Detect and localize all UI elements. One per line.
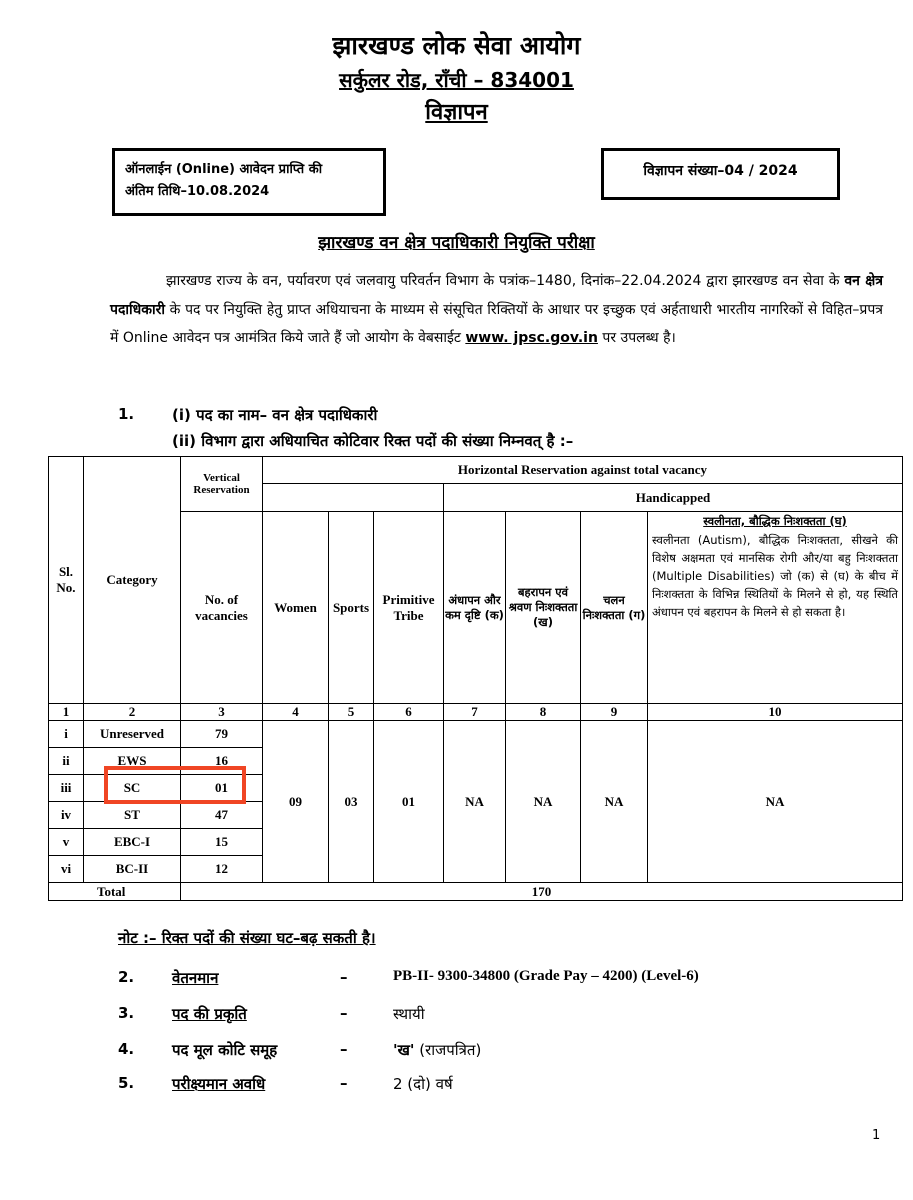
section-1-line2: (ii) विभाग द्वारा अधियाचित कोटिवार रिक्त पदों की संख्या निम्नवत् है :– [172,432,574,450]
item-value [393,1040,481,1060]
header-primitive-tribe: Primitive Tribe [374,512,444,704]
row-sl: iv [49,802,84,829]
item-value: 2 (दो) वर्ष [393,1075,453,1093]
row-sl: i [49,721,84,748]
row-vacancies: 15 [181,829,263,856]
row-sl: vi [49,856,84,883]
para-part3: पर उपलब्ध है। [597,330,676,346]
header-women: Women [263,512,329,704]
item-number: 2. [118,968,135,986]
row-category: BC-II [84,856,181,883]
intro-paragraph [110,267,883,353]
sc-highlight-box [104,766,246,804]
item-label: वेतनमान [172,969,219,987]
colnum: 2 [84,704,181,721]
row-vacancies: 01 [181,775,263,802]
advertisement-number: विज्ञापन संख्या–04 / 2024 [643,163,798,179]
para-part1: झारखण्ड राज्य के वन, पर्यावरण एवं जलवायु परिवर्तन विभाग के पत्रांक–1480, दिनांक–22.04.2024 द्वारा झारखण्ड वन सेवा के [166,273,845,289]
table-row [49,721,903,748]
header-no-of-vacancies: No. of vacancies [181,512,263,704]
header-blindness: अंधापन और कम दृष्टि (क) [444,512,506,704]
autism-value: NA [648,721,903,883]
colnum: 8 [506,704,581,721]
row-sl: v [49,829,84,856]
last-date-box [112,148,386,216]
column-number-row [49,704,903,721]
total-value: 170 [181,883,903,901]
item-label: पद की प्रकृति [172,1005,247,1023]
item-dash: – [340,1004,348,1022]
item-dash: – [340,968,348,986]
colnum: 9 [581,704,648,721]
header-handicapped: Handicapped [444,484,903,512]
row-sl: iii [49,775,84,802]
header-sports: Sports [329,512,374,704]
header-sl-no: Sl. No. [49,457,84,704]
org-title: झारखण्ड लोक सेवा आयोग [332,31,581,60]
colnum: 10 [648,704,903,721]
loco-value: NA [581,721,648,883]
primitive-value: 01 [374,721,444,883]
address-text: सर्कुलर रोड, राँची – 834001 [339,68,574,92]
header-blank [263,484,444,512]
row-vacancies: 16 [181,748,263,775]
row-category: Unreserved [84,721,181,748]
row-category: ST [84,802,181,829]
item-value-rest: (राजपत्रित) [414,1041,482,1059]
blind-value: NA [444,721,506,883]
header-vertical-reservation: Vertical Reservation [181,457,263,512]
header-category: Category [84,457,181,704]
para-part2: के पद पर नियुक्ति हेतु प्राप्त अधियाचना के माध्यम से संसूचित रिक्तियों के आधार पर इच्छुक एवं अर्हताधारी भारतीय नागरिकों से विहित–प्रपत्र में Online आवेदन पत्र आमंत्रित किये जाते हैं जो आयोग के वेबसाईट [110,301,883,346]
sports-value: 03 [329,721,374,883]
website-link[interactable]: www. jpsc.gov.in [465,330,598,346]
item-number: 5. [118,1074,135,1092]
header-locomotor: चलन निःशक्तता (ग) [581,512,648,704]
org-address [0,66,913,93]
item-value-bold: 'ख' [393,1041,415,1059]
row-category: EWS [84,748,181,775]
exam-title-text: झारखण्ड वन क्षेत्र पदाधिकारी नियुक्ति परीक्षा [318,233,595,253]
section-1-line1: (i) पद का नाम– वन क्षेत्र पदाधिकारी [172,406,378,424]
row-category: SC [84,775,181,802]
vacancy-table [48,456,903,901]
advertisement-heading [0,96,913,126]
colnum: 5 [329,704,374,721]
colnum: 4 [263,704,329,721]
item-value: PB-II- 9300-34800 (Grade Pay – 4200) (Level-6) [393,968,699,984]
row-sl: ii [49,748,84,775]
page-number: 1 [872,1128,881,1143]
total-row [49,883,903,901]
colnum: 6 [374,704,444,721]
item-label: परीक्ष्यमान अवधि [172,1075,266,1093]
last-date-line2: अंतिम तिथि–10.08.2024 [125,184,270,199]
item-dash: – [340,1074,348,1092]
item-number: 4. [118,1040,135,1058]
header-autism-desc: स्वलीनता (Autism), बौद्धिक निःशक्तता, सीखने की विशेष अक्षमता एवं मानसिक रोगी और/या बहु निःशक्तता (Multiple Disabilities) जो (क) से (घ) के बीच में निःशक्तता के विभिन्न स्थितियों के मिलने से हो, यह स्थिति अंधापन एवं बहरापन के मिलने से हो सकता है। [652,533,898,619]
colnum: 1 [49,704,84,721]
advertisement-text: विज्ञापन [425,100,488,125]
exam-title [0,230,913,253]
row-vacancies: 12 [181,856,263,883]
colnum: 3 [181,704,263,721]
row-category: EBC-I [84,829,181,856]
header-autism-cell [648,512,903,704]
header-autism-title: स्वलीनता, बौद्धिक निःशक्तता (घ) [703,514,847,528]
advertisement-number-box [601,148,840,200]
header-deafness: बहरापन एवं श्रवण निःशक्तता (ख) [506,512,581,704]
item-label: पद मूल कोटि समूह [172,1041,278,1059]
note: नोट :– रिक्त पदों की संख्या घट–बढ़ सकती है। [118,929,376,947]
total-label: Total [49,883,181,901]
para-post-name: वन क्षेत्र पदाधिकारी [110,273,883,318]
row-vacancies: 47 [181,802,263,829]
section-1-number: 1. [118,405,135,423]
women-value: 09 [263,721,329,883]
item-dash: – [340,1040,348,1058]
item-number: 3. [118,1004,135,1022]
deaf-value: NA [506,721,581,883]
colnum: 7 [444,704,506,721]
header-horizontal-reservation: Horizontal Reservation against total vacancy [263,457,903,484]
last-date-line1: ऑनलाईन (Online) आवेदन प्राप्ति की [125,162,323,177]
row-vacancies: 79 [181,721,263,748]
item-value: स्थायी [393,1005,425,1023]
